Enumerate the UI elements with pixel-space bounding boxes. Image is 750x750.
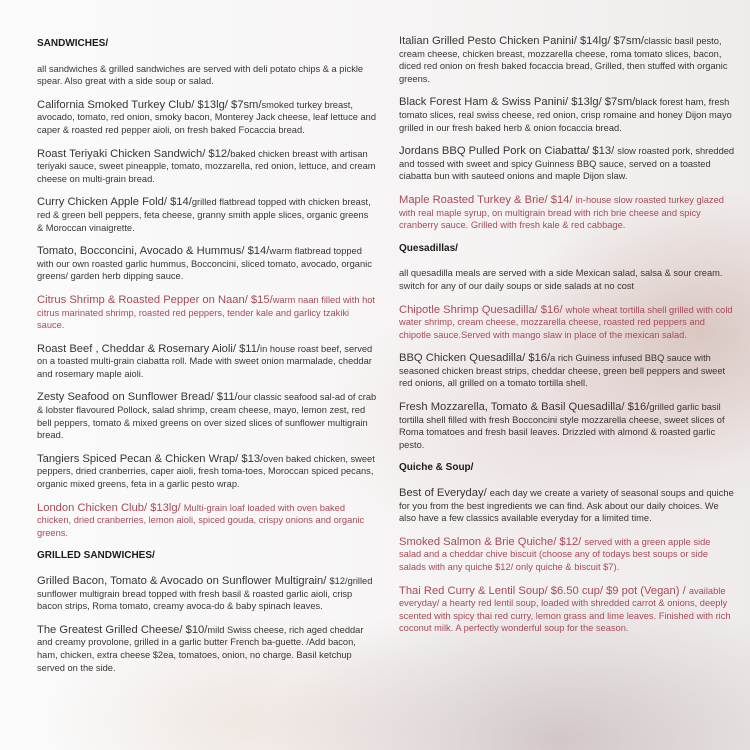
menu-item-name: Smoked Salmon & Brie Quiche/ $12/ [399, 535, 585, 548]
menu-item-name: California Smoked Turkey Club/ $13lg/ $7sm/ [37, 98, 262, 111]
menu-item-description: Multi-grain loaf loaded with oven baked chicken, dried cranberries, lemon aioli, spiced gouda, crispy onions and organic greens. [37, 502, 365, 538]
section-heading: GRILLED SANDWICHES/ [37, 550, 155, 562]
menu-item-description: in house roast beef, served on a toasted multi-grain ciabatta roll. Made with sweet onion marmalade, cheddar and rosemary maple aioli. [37, 343, 373, 379]
menu-item-description: black forest ham, fresh tomato slices, real swiss cheese, red onion, crisp romaine and honey Dijon mayo grilled in our fresh baked herb & onion focaccia bread. [399, 97, 732, 133]
menu-column-left [37, 38, 377, 685]
menu-item-description: served with a green apple side salad and a cheddar chive biscuit (choose any of todays best soups or side salads with any quiche $12/ only quiche & biscuit $7). [399, 536, 711, 572]
menu-item-description: grilled garlic basil tortilla shell filled with fresh Bocconcini style mozzarella cheese, sweet slices of Roma tomatoes and fresh basil leaves. Drizzled with almond & roasted garlic pesto. [399, 402, 725, 450]
menu-item-description: slow roasted pork, shredded and tossed with sweet and spicy Guinness BBQ sauce, served on a toasted ciabatta bun with sauteed onions and maple Dijon slaw. [399, 146, 735, 182]
menu-item-description: each day we create a variety of seasonal soups and quiche for you from the best ingredients we can find. Ask about our daily choices. We also have a few classics available everyday for a limited time. [399, 488, 734, 524]
section-heading: SANDWICHES/ [37, 38, 109, 49]
menu-item-description: baked chicken breast with artisan teriyaki sauce, sweet pineapple, tomato, mozzarella, red onion, lettuce, and cream cheese on multi-grain bread. [37, 148, 376, 184]
menu-item-description: mild Swiss cheese, rich aged cheddar and creamy provolone, grilled in a garlic butter French ba-guette. /Add bacon, ham, chicken, extra cheese $2ea, tomatoes, onion, no charge. Basil ketchup served on the side. [37, 624, 364, 673]
menu-item-name: Black Forest Ham & Swiss Panini/ $13lg/ $7sm/ [399, 96, 636, 109]
menu-item [399, 352, 735, 390]
menu-item-description: whole wheat tortilla shell grilled with cold water shrimp, cream cheese, mozzarella cheese, roasted red peppers and chipotle sauce.Served with mango slaw in place of the mexican salad. [399, 304, 733, 340]
menu-item [37, 99, 377, 137]
menu-item [37, 148, 377, 186]
menu-item [37, 502, 377, 540]
menu-item-description: in-house slow roasted turkey glazed with real maple syrup, on multigrain bread with rich brie cheese and spicy cranberry sauce. Grilled with fresh kale & red cabbage. [399, 194, 724, 231]
menu-item [37, 196, 377, 234]
menu-item-name: Citrus Shrimp & Roasted Pepper on Naan/ $15/ [37, 293, 273, 306]
menu-item [399, 536, 735, 574]
menu-item-name: Roast Teriyaki Chicken Sandwich/ $12/ [37, 147, 231, 160]
menu-item [37, 624, 377, 674]
menu-column-right [399, 35, 735, 646]
section-heading: Quiche & Soup/ [399, 462, 474, 474]
menu-item-name: Maple Roasted Turkey & Brie/ $14/ [399, 193, 576, 206]
menu-item-name: BBQ Chicken Quesadilla/ $16/ [399, 352, 551, 365]
menu-item [37, 453, 377, 491]
menu-item-name: The Greatest Grilled Cheese/ $10/ [37, 623, 208, 636]
menu-item-name: Italian Grilled Pesto Chicken Panini/ $14lg/ $7sm/ [399, 35, 645, 47]
menu-item [399, 96, 735, 134]
menu-item-name: Best of Everyday/ [399, 487, 490, 500]
section-heading: Quesadillas/ [399, 242, 458, 254]
menu-item-description: available everyday/ a hearty red lentil soup, loaded with shredded carrot & onions, deeply scented with spicy thai red curry, lemon grass and lime leaves. Finished with rich coconut milk. A perfectly wonderful soup for the season. [399, 585, 731, 634]
menu-item-description: $12/grilled sunflower multigrain bread topped with fresh basil & roasted garlic aioli, crisp bacon strips, Roma tomato, creamy avoca-do & baby spinach leaves. [37, 576, 373, 612]
menu-item [399, 145, 735, 183]
menu-item [37, 343, 377, 381]
menu-item [37, 294, 377, 332]
menu-item-description: grilled flatbread topped with chicken breast, red & green bell peppers, feta cheese, granny smith apple slices, organic greens & Moroccan vinaigrette. [37, 197, 371, 233]
menu-item-description: our classic seafood sal-ad of crab & lobster flavoured Pollock, salad shrimp, cream cheese, mayo, lemon zest, red bell peppers, tomato & mixed greens on over sized slices of sunflower multigrain bread. [37, 392, 377, 441]
menu-item [37, 245, 377, 283]
section-note: all sandwiches & grilled sandwiches are served with deli potato chips & a pickle spear. Also great with a side soup or salad. [37, 63, 364, 87]
menu-item-name: Jordans BBQ Pulled Pork on Ciabatta/ $13/ [399, 145, 618, 158]
menu-item [399, 304, 735, 342]
menu-item [399, 487, 735, 525]
section-note: all quesadilla meals are served with a side Mexican salad, salsa & sour cream. switch for any of our daily soups or side salads at no cost [399, 268, 723, 291]
menu-item-name: Roast Beef , Cheddar & Rosemary Aioli/ $11/ [37, 342, 261, 355]
menu-item-name: London Chicken Club/ $13lg/ [37, 501, 184, 514]
menu-item-name: Thai Red Curry & Lentil Soup/ $6.50 cup/ $9 pot (Vegan) / [399, 584, 689, 597]
menu-item-description: a rich Guiness infused BBQ sauce with seasoned chicken breast strips, cheddar cheese, green bell peppers and sweet red onions, all grilled on a tomato tortilla shell. [399, 353, 726, 389]
menu-item [399, 585, 735, 635]
menu-item-description: oven baked chicken, sweet peppers, dried cranberries, caper aioli, fresh toma-toes, Moroccan spiced pecans, organic mixed greens, feta in a garlic pesto wrap. [37, 453, 375, 490]
menu-item [399, 35, 735, 85]
menu-item-name: Fresh Mozzarella, Tomato & Basil Quesadilla/ $16/ [399, 401, 650, 414]
menu-item-description: classic basil pesto, cream cheese, chicken breast, mozzarella cheese, roma tomato slices, bacon, diced red onion on fresh baked focaccia bread, Grilled, then stuffed with organic greens. [399, 36, 728, 84]
menu-item-name: Chipotle Shrimp Quesadilla/ $16/ [399, 303, 566, 316]
menu-item-description: smoked turkey breast, avocado, tomato, red onion, smoky bacon, Monterey Jack cheese, leaf lettuce and caper & roasted red pepper aioli, on fresh baked Focaccia bread. [37, 99, 377, 135]
menu-item-description: warm flatbread topped with our own roasted garlic hummus, Bocconcini, sliced tomato, avocado, organic greens/ garden herb dipping sauce. [37, 246, 372, 282]
menu-item-name: Grilled Bacon, Tomato & Avocado on Sunflower Multigrain/ [37, 575, 330, 587]
menu-item [399, 194, 735, 232]
menu-item [37, 391, 377, 441]
menu-item [399, 401, 735, 451]
menu-item-name: Zesty Seafood on Sunflower Bread/ $11/ [37, 391, 238, 404]
menu-item [37, 575, 377, 613]
menu-item-name: Tomato, Bocconcini, Avocado & Hummus/ $14/ [37, 245, 270, 258]
menu-item-name: Curry Chicken Apple Fold/ $14/ [37, 196, 192, 209]
menu-item-name: Tangiers Spiced Pecan & Chicken Wrap/ $13/ [37, 452, 264, 465]
menu-item-description: warm naan filled with hot citrus marinated shrimp, roasted red peppers, tender kale and garlicy tzakiki sauce. [37, 294, 376, 331]
